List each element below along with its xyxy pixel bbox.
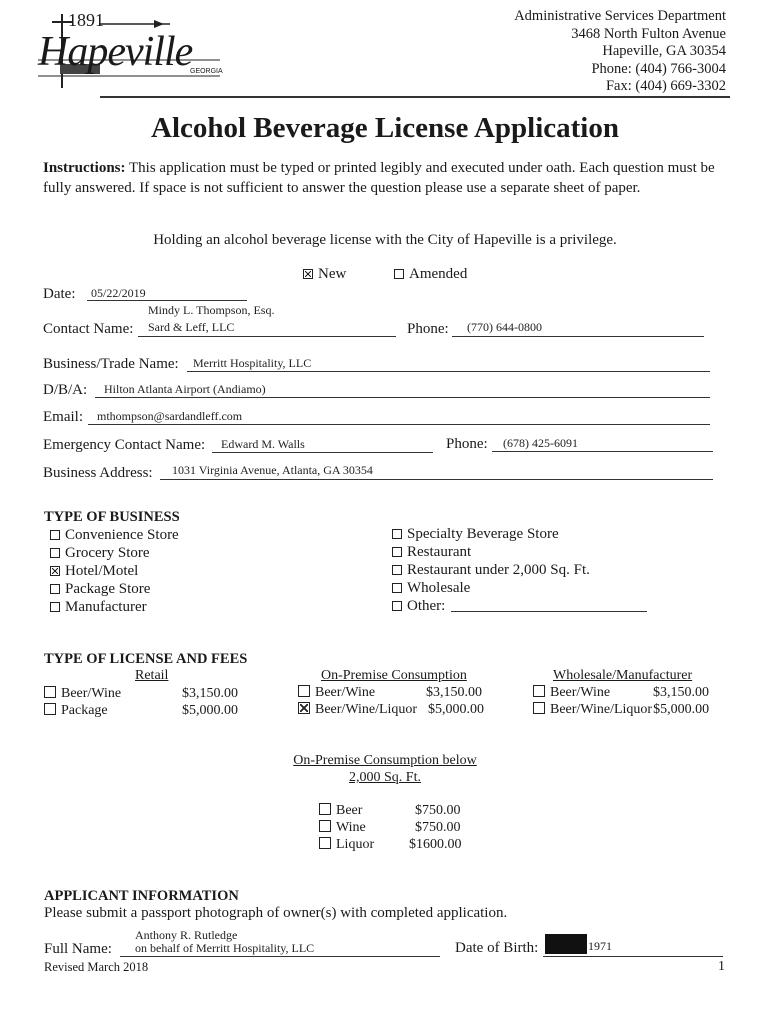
fee: $750.00: [415, 820, 461, 835]
amended-label: Amended: [409, 266, 468, 282]
business-name-line: [187, 371, 710, 372]
phone-field[interactable]: (770) 644-0800: [467, 320, 542, 334]
below-beer[interactable]: [319, 802, 479, 819]
fee: $1600.00: [409, 837, 462, 852]
emergency-phone-label: Phone:: [446, 436, 488, 452]
business-type-option[interactable]: [50, 544, 179, 562]
onprem-options: [298, 684, 498, 718]
instructions-label: Instructions:: [43, 160, 126, 176]
full-name-label: Full Name:: [44, 941, 112, 957]
dob-label: Date of Birth:: [455, 940, 539, 956]
wholesale-title: Wholesale/Manufacturer: [553, 668, 693, 683]
option-label: Beer/Wine/Liquor: [550, 702, 653, 717]
option-label: Restaurant under 2,000 Sq. Ft.: [407, 562, 590, 578]
below-options: [319, 802, 479, 853]
option-label: Liquor: [336, 837, 375, 852]
checkbox[interactable]: [298, 702, 310, 714]
option-label: Hotel/Motel: [65, 563, 139, 579]
checkbox[interactable]: [50, 584, 60, 594]
option-label: Beer: [336, 803, 363, 818]
checkbox[interactable]: [533, 702, 545, 714]
email-label: Email:: [43, 409, 83, 425]
checkbox[interactable]: [392, 565, 402, 575]
fee: $3,150.00: [182, 686, 238, 701]
emergency-contact-field[interactable]: Edward M. Walls: [221, 437, 305, 451]
department-fax: Fax: (404) 669-3302: [605, 78, 726, 94]
dob-line: [543, 956, 723, 957]
amended-checkbox[interactable]: [394, 269, 404, 279]
revised-note: Revised March 2018: [44, 960, 149, 974]
option-label: Package Store: [65, 581, 151, 597]
option-label: Beer/Wine: [61, 686, 122, 701]
street-address: 3468 North Fulton Avenue: [571, 25, 726, 42]
checkbox[interactable]: [44, 703, 56, 715]
business-type-option[interactable]: [392, 525, 590, 543]
logo-name: Hapeville: [38, 29, 193, 75]
page-title: Alcohol Beverage License Application: [151, 112, 619, 144]
business-name-field[interactable]: Merritt Hospitality, LLC: [193, 356, 312, 370]
date-label: Date:: [43, 286, 76, 302]
checkbox[interactable]: [44, 686, 56, 698]
checkbox[interactable]: [298, 685, 310, 697]
checkbox[interactable]: [50, 602, 60, 612]
email-line: [88, 424, 710, 425]
business-address-label: Business Address:: [43, 465, 153, 481]
applicant-entity-field[interactable]: on behalf of Merritt Hospitality, LLC: [135, 941, 315, 955]
dba-field[interactable]: Hilton Atlanta Airport (Andiamo): [104, 382, 266, 396]
page-number: 1: [718, 959, 725, 974]
option-label: Wholesale: [407, 580, 471, 596]
business-type-option[interactable]: [50, 562, 179, 580]
onprem-beer-wine-liquor[interactable]: [298, 701, 498, 718]
option-label: Wine: [336, 820, 366, 835]
wholesale-beer-wine-liquor[interactable]: [533, 701, 733, 718]
dob-field[interactable]: 1971: [588, 939, 612, 953]
business-type-right: [392, 525, 590, 615]
fee: $3,150.00: [653, 685, 709, 700]
applicant-heading: APPLICANT INFORMATION: [44, 888, 239, 904]
hapeville-logo: [30, 10, 230, 92]
privilege-note: Holding an alcohol beverage license with the City of Hapeville is a privilege.: [153, 232, 617, 248]
date-field[interactable]: 05/22/2019: [91, 286, 146, 300]
onprem-title: On-Premise Consumption: [321, 668, 467, 683]
checkbox[interactable]: [533, 685, 545, 697]
business-type-option[interactable]: [50, 580, 179, 598]
option-label: Convenience Store: [65, 527, 179, 543]
business-type-heading: TYPE OF BUSINESS: [44, 509, 180, 525]
new-option[interactable]: [303, 266, 346, 283]
department-name: Administrative Services Department: [514, 8, 726, 24]
fee: $5,000.00: [182, 703, 238, 718]
below-title: [0, 752, 770, 786]
below-wine[interactable]: [319, 819, 479, 836]
emergency-contact-label: Emergency Contact Name:: [43, 437, 206, 453]
checkbox[interactable]: [319, 820, 331, 832]
license-heading: TYPE OF LICENSE AND FEES: [44, 651, 248, 667]
department-phone: Phone: (404) 766-3004: [591, 60, 726, 77]
fee: $3,150.00: [426, 685, 482, 700]
phone-label: Phone:: [407, 321, 449, 337]
fee: $5,000.00: [428, 702, 484, 717]
instructions: [43, 158, 733, 198]
contact-label: Contact Name:: [43, 321, 134, 337]
option-label: Package: [61, 703, 108, 718]
email-field[interactable]: mthompson@sardandleff.com: [97, 409, 243, 423]
business-type-option[interactable]: [392, 597, 590, 615]
onprem-beer-wine[interactable]: [298, 684, 498, 701]
business-name-label: Business/Trade Name:: [43, 356, 179, 372]
instructions-text: This application must be typed or printed legibly and executed under oath. Each question must be fully answered. If space is not sufficient to answer the question please use a separate sheet of paper.: [43, 160, 715, 196]
business-address-field[interactable]: 1031 Virginia Avenue, Atlanta, GA 30354: [172, 463, 373, 477]
business-type-option[interactable]: [392, 579, 590, 597]
below-title-line2: 2,000 Sq. Ft.: [349, 770, 421, 785]
logo-year: 1891: [68, 10, 104, 30]
contact-line: [138, 336, 396, 337]
business-type-option[interactable]: [392, 561, 590, 579]
new-checkbox[interactable]: [303, 269, 313, 279]
business-address-line: [160, 479, 713, 480]
city-state-zip: Hapeville, GA 30354: [602, 43, 726, 59]
checkbox[interactable]: [392, 529, 402, 539]
fee: $750.00: [415, 803, 461, 818]
below-title-line1: On-Premise Consumption below: [293, 753, 477, 768]
applicant-name-field[interactable]: Anthony R. Rutledge: [135, 928, 238, 942]
checkbox[interactable]: [392, 601, 402, 611]
option-label: Beer/Wine/Liquor: [315, 702, 418, 717]
emergency-phone-field[interactable]: (678) 425-6091: [503, 436, 578, 450]
amended-option[interactable]: [394, 266, 467, 283]
checkbox[interactable]: [392, 583, 402, 593]
option-label: Specialty Beverage Store: [407, 526, 559, 542]
dba-label: D/B/A:: [43, 382, 88, 398]
contact-firm-field[interactable]: Sard & Leff, LLC: [148, 320, 235, 334]
business-type-option[interactable]: [50, 526, 179, 544]
retail-options: [44, 685, 254, 719]
emergency-phone-line: [492, 451, 713, 452]
business-type-option[interactable]: [392, 543, 590, 561]
dba-line: [95, 397, 710, 398]
checkbox[interactable]: [50, 530, 60, 540]
option-label: Other:: [407, 598, 446, 614]
fee: $5,000.00: [653, 702, 710, 717]
other-line: [451, 611, 647, 612]
checkbox[interactable]: [319, 837, 331, 849]
option-label: Beer/Wine: [315, 685, 376, 700]
contact-name-field[interactable]: Mindy L. Thompson, Esq.: [148, 303, 275, 317]
header-divider: [100, 96, 730, 98]
checkbox[interactable]: [392, 547, 402, 557]
emergency-contact-line: [212, 452, 433, 453]
below-liquor[interactable]: [319, 836, 479, 853]
checkbox[interactable]: [319, 803, 331, 815]
wholesale-beer-wine[interactable]: [533, 684, 733, 701]
applicant-note: Please submit a passport photograph of owner(s) with completed application.: [44, 905, 508, 921]
full-name-line: [120, 956, 440, 957]
department-address: [514, 8, 726, 96]
dob-redaction: [545, 934, 587, 954]
option-label: Manufacturer: [65, 599, 147, 615]
retail-title: Retail: [135, 668, 169, 683]
retail-package[interactable]: [44, 702, 254, 719]
phone-line: [452, 336, 704, 337]
business-type-left: [50, 526, 179, 616]
option-label: Grocery Store: [65, 545, 150, 561]
option-label: Beer/Wine: [550, 685, 611, 700]
logo-state: GEORGIA: [190, 68, 223, 75]
wholesale-options: [533, 684, 733, 718]
checkbox[interactable]: [50, 566, 60, 576]
retail-beer-wine[interactable]: [44, 685, 254, 702]
option-label: Restaurant: [407, 544, 472, 560]
business-type-option[interactable]: [50, 598, 179, 616]
checkbox[interactable]: [50, 548, 60, 558]
new-label: New: [318, 266, 347, 282]
